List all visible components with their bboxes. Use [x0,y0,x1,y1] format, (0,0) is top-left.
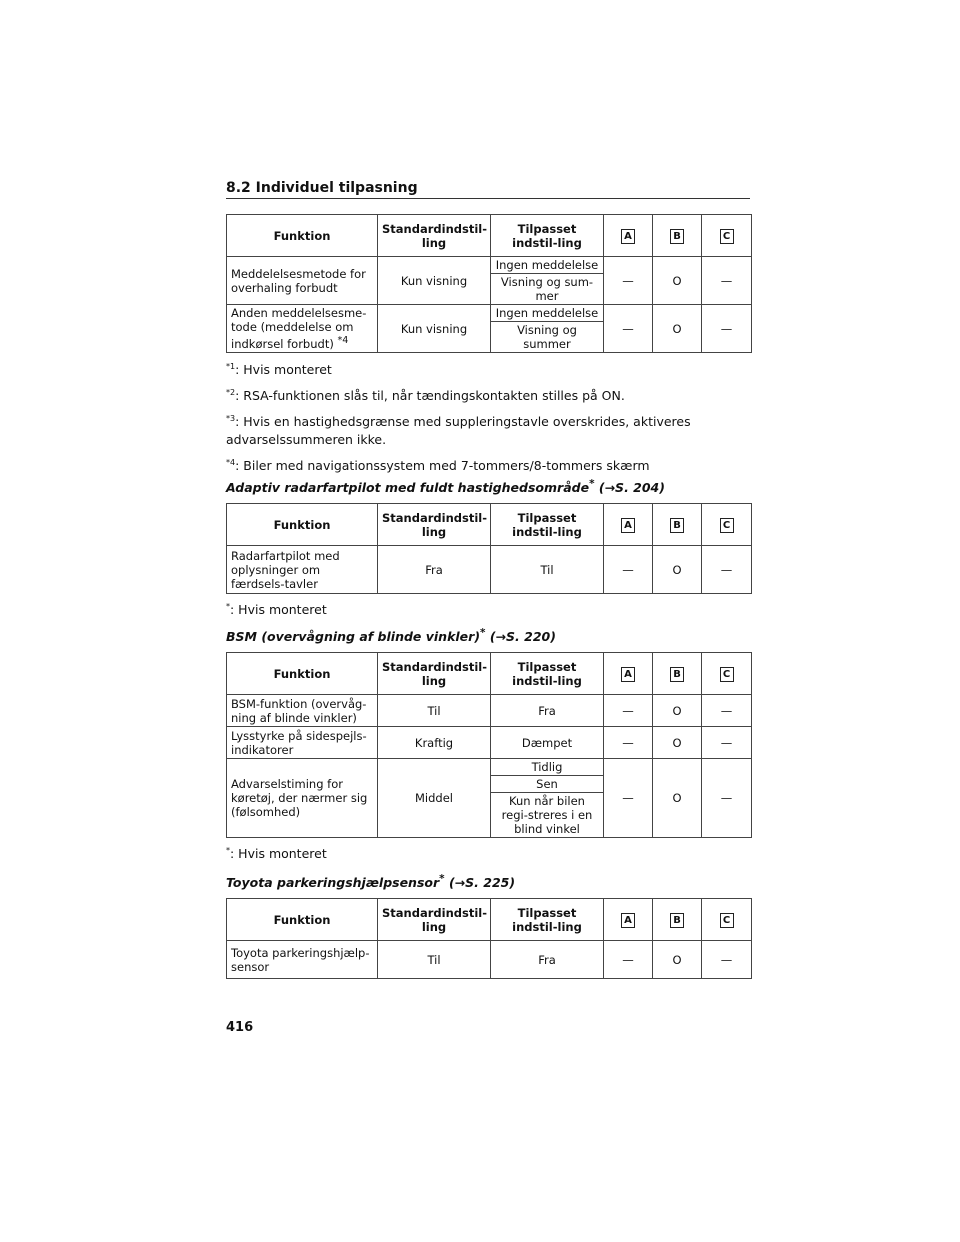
col-a [604,899,653,941]
footnote-mark: * [226,602,230,612]
footnote [226,410,751,449]
page-reference-link[interactable]: (→S. 204) [598,480,665,496]
footnote-text: : RSA-funktionen slås til, når tændingskontakten stilles på ON. [235,388,625,404]
table-header-row [227,653,752,695]
footnotes-1 [226,358,751,476]
footnote-text: : Hvis monteret [235,362,332,378]
tilpasset-cell: Til [491,546,604,594]
footnote-mark: * [226,846,230,856]
col-standard: Standardindstil-ling [378,653,491,695]
a-cell: — [604,546,653,594]
standard-cell: Til [378,941,491,979]
settings-table-1 [226,214,752,353]
c-box-icon: C [720,913,734,928]
b-cell: O [653,305,702,353]
footnote-mark: *2 [226,388,236,398]
heading-text: BSM (overvågning af blinde vinkler) [226,629,481,645]
settings-table-4 [226,898,752,979]
table-row [227,695,752,727]
table-header-row [227,504,752,546]
heading-text: Adaptiv radarfartpilot med fuldt hastighedsområde [226,480,590,496]
standard-cell: Middel [378,759,491,838]
col-funktion: Funktion [227,215,378,257]
section-title: 8.2 Individuel tilpasning [226,180,418,196]
c-cell: — [702,257,752,305]
table-row [227,257,752,274]
c-box-icon: C [720,229,734,244]
col-b [653,504,702,546]
table-1-section [226,214,751,476]
footnote-mark: *4 [226,458,236,468]
funktion-cell: Radarfartpilot med oplysninger om færdsels-tavler [227,546,378,594]
col-tilpasset: Tilpasset indstil-ling [491,215,604,257]
table-row [227,727,752,759]
footnote [226,384,751,405]
footnote [226,454,751,475]
col-standard: Standardindstil-ling [378,504,491,546]
col-funktion: Funktion [227,899,378,941]
tilpasset-cell: Fra [491,695,604,727]
footnote-mark: *1 [226,362,236,371]
table-row [227,759,752,776]
footnote-ref: *4 [337,335,349,347]
footnote-text: : Hvis monteret [230,602,327,618]
a-cell: — [604,695,653,727]
a-cell: — [604,759,653,838]
funktion-cell: BSM-funktion (overvåg-ning af blinde vinkler) [227,695,378,727]
c-cell: — [702,305,752,353]
heading-text: Toyota parkeringshjælpsensor [226,875,440,891]
subsection-heading [226,627,751,644]
footnote-mark: *3 [226,414,236,424]
header-divider [226,198,750,199]
footnote-mark: * [439,873,445,885]
col-funktion: Funktion [227,653,378,695]
b-cell: O [653,546,702,594]
option-cell: Ingen meddelelse [491,257,604,274]
table-row [227,941,752,979]
funktion-cell: Lysstyrke på sidespejls-indikatorer [227,727,378,759]
a-cell: — [604,257,653,305]
subsection-heading [226,478,751,495]
col-tilpasset: Tilpasset indstil-ling [491,653,604,695]
option-cell: Ingen meddelelse [491,305,604,322]
standard-cell: Fra [378,546,491,594]
tilpasset-cell: Fra [491,941,604,979]
settings-table-2 [226,503,752,594]
section-bsm [226,627,751,863]
b-cell: O [653,695,702,727]
c-cell: — [702,546,752,594]
col-b [653,215,702,257]
col-a [604,653,653,695]
a-cell: — [604,305,653,353]
footnote-text: : Hvis en hastighedsgrænse med suppleringstavle overskrides, aktiveres advarselssummeren ikke. [226,414,691,448]
a-box-icon: A [621,667,635,682]
b-cell: O [653,941,702,979]
b-box-icon: B [670,667,684,682]
col-tilpasset: Tilpasset indstil-ling [491,504,604,546]
table-row [227,305,752,322]
col-c [702,899,752,941]
c-cell: — [702,759,752,838]
page-number: 416 [226,1020,254,1035]
page-header [226,180,750,199]
a-cell: — [604,941,653,979]
col-b [653,653,702,695]
tilpasset-cell: Dæmpet [491,727,604,759]
col-c [702,215,752,257]
b-cell: O [653,727,702,759]
funktion-cell: Toyota parkeringshjælp-sensor [227,941,378,979]
funktion-cell [227,305,378,353]
standard-cell: Kraftig [378,727,491,759]
col-standard: Standardindstil-ling [378,899,491,941]
col-c [702,504,752,546]
footnote [226,598,751,619]
a-cell: — [604,727,653,759]
col-a [604,504,653,546]
option-cell: Tidlig [491,759,604,776]
option-cell: Visning og sum-mer [491,274,604,305]
col-b [653,899,702,941]
funktion-cell: Advarselstiming for køretøj, der nærmer sig (følsomhed) [227,759,378,838]
funktion-cell: Meddelelsesmetode for overhaling forbudt [227,257,378,305]
option-cell: Kun når bilen regi-streres i en blind vinkel [491,793,604,838]
c-box-icon: C [720,667,734,682]
c-cell: — [702,941,752,979]
option-cell: Visning og summer [491,322,604,353]
c-cell: — [702,695,752,727]
table-row [227,546,752,594]
funktion-text: Anden meddelelsesme-tode (meddelelse om indkørsel forbudt) [231,306,367,351]
section-adaptive-cruise [226,478,751,619]
a-box-icon: A [621,518,635,533]
b-box-icon: B [670,518,684,533]
col-a [604,215,653,257]
subsection-heading [226,873,751,890]
col-c [702,653,752,695]
section-parking-sensor [226,873,751,979]
footnote-mark: * [480,627,486,639]
a-box-icon: A [621,913,635,928]
col-tilpasset: Tilpasset indstil-ling [491,899,604,941]
col-standard: Standardindstil-ling [378,215,491,257]
b-cell: O [653,257,702,305]
table-header-row [227,215,752,257]
footnote [226,842,751,863]
a-box-icon: A [621,229,635,244]
option-cell: Sen [491,776,604,793]
footnote-mark: * [589,478,595,490]
settings-table-3 [226,652,752,838]
table-header-row [227,899,752,941]
b-cell: O [653,759,702,838]
col-funktion: Funktion [227,504,378,546]
footnote-text: : Biler med navigationssystem med 7-tommers/8-tommers skærm [235,458,650,474]
b-box-icon: B [670,913,684,928]
b-box-icon: B [670,229,684,244]
standard-cell: Til [378,695,491,727]
standard-cell: Kun visning [378,257,491,305]
c-box-icon: C [720,518,734,533]
standard-cell: Kun visning [378,305,491,353]
footnote-text: : Hvis monteret [230,846,327,862]
page-reference-link[interactable]: (→S. 220) [489,629,556,645]
page-reference-link[interactable]: (→S. 225) [448,875,516,891]
c-cell: — [702,727,752,759]
footnote [226,358,751,379]
